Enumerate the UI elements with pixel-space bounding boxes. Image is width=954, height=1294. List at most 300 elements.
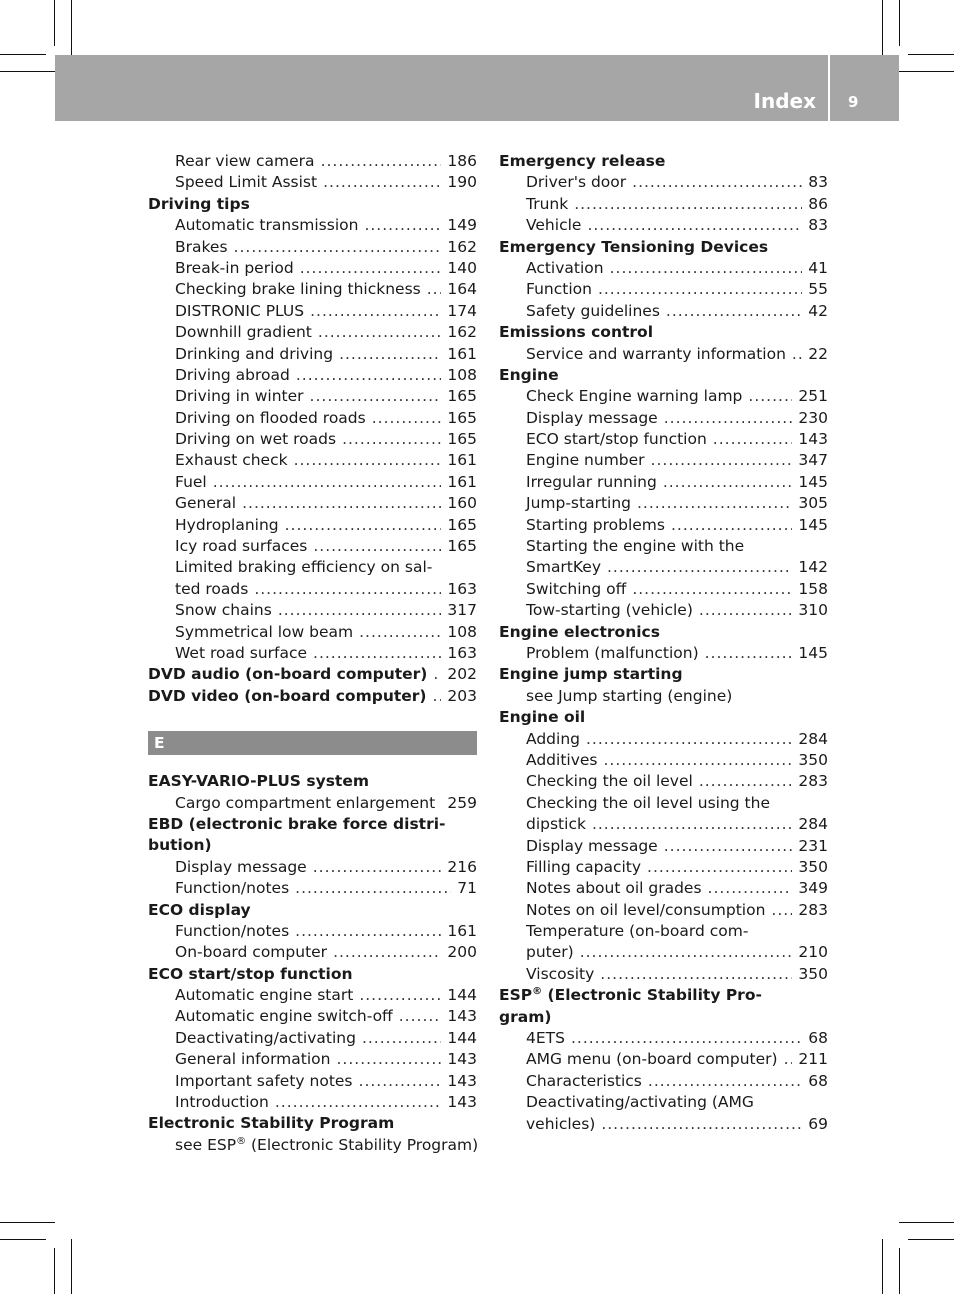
entry-label: Irregular running	[526, 472, 657, 491]
entry-text	[175, 536, 307, 557]
entry-text	[148, 814, 445, 835]
entry-label: Electronic Stability Program	[148, 1114, 395, 1133]
dot-leader	[671, 515, 792, 536]
page-reference: 144	[447, 986, 477, 1005]
page-reference: 162	[447, 323, 477, 342]
index-entry	[499, 900, 828, 921]
dot-leader	[713, 429, 793, 450]
entry-label: Introduction	[175, 1093, 269, 1112]
entry-text	[499, 322, 653, 343]
entry-text	[526, 557, 601, 578]
dot-leader	[598, 279, 802, 300]
index-entry	[499, 408, 828, 429]
entry-label: Notes on oil level/consumption	[526, 900, 766, 919]
index-entry	[148, 493, 477, 514]
index-entry	[148, 793, 477, 814]
dot-leader	[647, 857, 792, 878]
entry-label: Driving on wet roads	[175, 430, 337, 449]
entry-text	[148, 194, 250, 215]
index-entry	[499, 729, 828, 750]
entry-text	[175, 1092, 269, 1113]
entry-label: Checking brake lining thickness	[175, 280, 421, 299]
entry-text	[175, 1028, 356, 1049]
index-entry	[148, 215, 477, 236]
entry-text	[175, 857, 307, 878]
index-entry	[148, 322, 477, 343]
entry-text	[148, 1113, 394, 1134]
index-entry	[148, 942, 477, 963]
index-entry	[148, 301, 477, 322]
entry-text	[526, 686, 732, 707]
page-reference: 165	[447, 430, 477, 449]
page-reference: 41	[808, 258, 828, 277]
index-entry	[499, 493, 828, 514]
entry-text	[175, 237, 228, 258]
index-entry	[148, 1092, 477, 1113]
dot-leader	[333, 942, 441, 963]
dot-leader	[295, 921, 441, 942]
entry-label: Safety guidelines	[526, 301, 660, 320]
dot-leader	[666, 301, 802, 322]
index-entry	[148, 472, 477, 493]
entry-text	[526, 386, 742, 407]
page-reference: 174	[447, 301, 477, 320]
index-entry	[148, 1049, 477, 1070]
crop-mark	[0, 1222, 55, 1223]
page-reference: 144	[447, 1028, 477, 1047]
dot-leader	[632, 172, 802, 193]
index-entry	[499, 942, 828, 963]
index-entry	[499, 194, 828, 215]
entry-label: Driving in winter	[175, 387, 304, 406]
entry-label: Icy road surfaces	[175, 537, 308, 556]
entry-label: Switching off	[526, 579, 627, 598]
entry-label: Break-in period	[175, 258, 294, 277]
entry-text	[148, 900, 251, 921]
entry-label: Starting the engine with the	[526, 537, 745, 556]
crop-mark	[54, 1248, 55, 1294]
entry-label: Deactivating/activating (AMG	[526, 1093, 754, 1112]
entry-text	[499, 365, 559, 386]
entry-text	[175, 1071, 353, 1092]
index-entry	[499, 921, 828, 942]
entry-text	[526, 172, 626, 193]
index-entry	[499, 643, 828, 664]
crop-mark	[908, 54, 954, 55]
entry-label: General	[175, 494, 237, 513]
entry-label: AMG menu (on-board computer)	[526, 1050, 778, 1069]
entry-label: Deactivating/activating	[175, 1028, 356, 1047]
entry-label: Checking the oil level	[526, 772, 693, 791]
entry-text	[175, 215, 358, 236]
entry-label: Engine number	[526, 451, 645, 470]
page-reference: 86	[808, 194, 828, 213]
crop-mark	[0, 71, 55, 72]
dot-leader	[792, 344, 802, 365]
page-reference: 160	[447, 494, 477, 513]
dot-leader	[603, 750, 792, 771]
page-reference: 68	[808, 1029, 828, 1048]
entry-text	[175, 172, 317, 193]
entry-label: ECO start/stop function	[526, 430, 707, 449]
entry-text	[175, 793, 435, 814]
index-entry	[148, 622, 477, 643]
dot-leader	[748, 386, 792, 407]
entry-text	[526, 1114, 595, 1135]
entry-label: Filling capacity	[526, 857, 642, 876]
entry-label: gram)	[499, 1007, 552, 1026]
page-reference: 310	[798, 601, 828, 620]
index-heading	[148, 771, 477, 792]
page-reference: 350	[798, 857, 828, 876]
entry-text	[526, 900, 765, 921]
entry-label: vehicles)	[526, 1114, 596, 1133]
dot-leader	[318, 322, 442, 343]
page-reference: 317	[447, 601, 477, 620]
index-entry	[148, 878, 477, 899]
index-heading	[499, 1007, 828, 1028]
index-entry	[499, 172, 828, 193]
dot-leader	[313, 643, 441, 664]
entry-text	[526, 579, 626, 600]
dot-leader	[285, 515, 442, 536]
dot-leader	[433, 686, 442, 707]
dot-leader	[399, 1006, 442, 1027]
entry-text	[526, 472, 657, 493]
crop-mark	[71, 0, 72, 55]
index-entry	[148, 258, 477, 279]
index-entry	[148, 857, 477, 878]
dot-leader	[321, 151, 442, 172]
entry-text	[175, 258, 294, 279]
dot-leader	[296, 365, 442, 386]
page-reference: 350	[798, 750, 828, 769]
index-entry	[499, 686, 828, 707]
entry-label: Tow-starting (vehicle)	[526, 601, 693, 620]
index-entry	[148, 985, 477, 1006]
dot-leader	[610, 258, 803, 279]
entry-label: Trunk	[526, 194, 569, 213]
dot-leader	[580, 942, 793, 963]
index-entry	[499, 450, 828, 471]
index-entry	[148, 1006, 477, 1027]
dot-leader	[213, 472, 442, 493]
page-reference: 216	[447, 857, 477, 876]
index-entry	[499, 814, 828, 835]
entry-label: Display message	[526, 836, 658, 855]
index-entry	[499, 1071, 828, 1092]
entry-label: Snow chains	[175, 601, 272, 620]
entry-label: Limited braking efficiency on sal-	[175, 558, 433, 577]
index-entry	[148, 921, 477, 942]
entry-text	[526, 493, 631, 514]
page-reference: 230	[798, 408, 828, 427]
entry-label: Additives	[526, 750, 598, 769]
entry-text	[175, 985, 353, 1006]
page-reference: 165	[447, 537, 477, 556]
entry-label: Driving on flooded roads	[175, 408, 366, 427]
dot-leader	[336, 1049, 441, 1070]
crop-mark	[54, 0, 55, 46]
entry-text	[175, 301, 304, 322]
index-heading	[499, 151, 828, 172]
entry-label: Emergency Tensioning Devices	[499, 237, 769, 256]
index-entry	[499, 1092, 828, 1113]
dot-leader	[300, 258, 442, 279]
page-reference: 69	[808, 1114, 828, 1133]
crop-mark	[899, 0, 900, 46]
dot-leader	[295, 878, 451, 899]
crop-mark	[882, 1239, 883, 1294]
entry-label: Display message	[526, 408, 658, 427]
dot-leader	[771, 900, 792, 921]
page-reference: 108	[447, 365, 477, 384]
dot-leader	[699, 600, 793, 621]
entry-text	[175, 622, 353, 643]
entry-text	[526, 964, 594, 985]
entry-label: ted roads	[175, 579, 249, 598]
entry-text	[499, 622, 660, 643]
entry-label: Function	[526, 280, 592, 299]
entry-label: Driving tips	[148, 194, 250, 213]
entry-text	[175, 921, 289, 942]
entry-label: Brakes	[175, 237, 228, 256]
index-entry	[148, 172, 477, 193]
entry-label: ECO display	[148, 900, 251, 919]
entry-text	[175, 365, 290, 386]
dot-leader	[242, 493, 441, 514]
page-reference: 142	[798, 558, 828, 577]
entry-label: Exhaust check	[175, 451, 288, 470]
entry-text	[499, 1007, 551, 1028]
entry-text	[526, 878, 702, 899]
index-entry	[499, 515, 828, 536]
crop-mark	[0, 54, 46, 55]
entry-text	[526, 301, 660, 322]
index-entry	[148, 386, 477, 407]
page-reference: 140	[447, 258, 477, 277]
entry-label: DISTRONIC PLUS	[175, 301, 305, 320]
index-entry	[148, 279, 477, 300]
entry-label: Symmetrical low beam	[175, 622, 354, 641]
entry-label-suffix: (Electronic Stability Pro-	[542, 986, 762, 1005]
dot-leader	[359, 622, 441, 643]
page-reference: 55	[808, 280, 828, 299]
dot-leader	[278, 600, 442, 621]
section-letter-heading: E	[148, 731, 477, 755]
index-entry	[499, 793, 828, 814]
entry-label: dipstick	[526, 815, 586, 834]
dot-leader	[339, 344, 441, 365]
dot-leader	[342, 429, 441, 450]
entry-label: Emergency release	[499, 152, 666, 170]
entry-text	[526, 729, 580, 750]
index-entry	[499, 258, 828, 279]
entry-label: Hydroplaning	[175, 515, 279, 534]
entry-label: 4ETS	[526, 1029, 565, 1048]
entry-label: Characteristics	[526, 1071, 642, 1090]
index-entry	[499, 857, 828, 878]
entry-label: Automatic engine switch-off	[175, 1007, 393, 1026]
entry-label: Function/notes	[175, 879, 290, 898]
entry-text	[499, 707, 585, 728]
dot-leader	[359, 985, 441, 1006]
index-entry	[148, 151, 477, 172]
entry-label: DVD audio (on-board computer)	[148, 665, 428, 684]
index-entry	[499, 215, 828, 236]
entry-label: Temperature (on-board com-	[526, 922, 749, 941]
index-entry	[148, 237, 477, 258]
page-reference: 165	[447, 408, 477, 427]
index-entry	[499, 579, 828, 600]
entry-text	[526, 814, 586, 835]
dot-leader	[427, 279, 442, 300]
entry-text	[175, 942, 327, 963]
entry-label: Jump-starting	[526, 494, 631, 513]
entry-label: Emissions control	[499, 323, 654, 342]
index-entry	[499, 536, 828, 557]
entry-label: Engine jump starting	[499, 665, 683, 684]
index-heading	[499, 622, 828, 643]
index-entry	[148, 365, 477, 386]
entry-text	[526, 942, 574, 963]
index-heading	[148, 194, 477, 215]
page-reference: 284	[798, 815, 828, 834]
entry-text	[175, 1135, 478, 1156]
crop-mark	[882, 0, 883, 55]
entry-text	[526, 215, 581, 236]
page-reference: 143	[447, 1007, 477, 1026]
entry-text	[175, 472, 207, 493]
entry-label: Cargo compartment enlargement	[175, 793, 436, 812]
entry-label: DVD video (on-board computer)	[148, 686, 427, 705]
index-entry	[499, 964, 828, 985]
entry-label: Engine	[499, 365, 559, 384]
page-reference: 143	[447, 1071, 477, 1090]
page-reference: 283	[798, 772, 828, 791]
entry-text	[175, 344, 333, 365]
page-reference: 158	[798, 579, 828, 598]
crop-mark	[899, 1248, 900, 1294]
index-heading	[148, 686, 477, 707]
index-heading	[148, 964, 477, 985]
entry-text	[175, 1049, 330, 1070]
registered-mark: ®	[532, 986, 543, 998]
index-entry	[148, 450, 477, 471]
index-entry	[148, 429, 477, 450]
entry-text	[526, 536, 744, 557]
entry-label: Activation	[526, 258, 604, 277]
index-entry	[499, 600, 828, 621]
index-heading	[499, 322, 828, 343]
index-entry	[148, 579, 477, 600]
dot-leader	[705, 643, 793, 664]
entry-text	[526, 600, 693, 621]
dot-leader	[663, 472, 793, 493]
entry-label: Driver's door	[526, 173, 627, 192]
crop-mark	[71, 1239, 72, 1294]
entry-text	[499, 985, 762, 1006]
index-entry	[499, 429, 828, 450]
index-heading	[148, 664, 477, 685]
entry-text	[175, 579, 248, 600]
entry-label: puter)	[526, 943, 574, 962]
dot-leader	[607, 557, 792, 578]
index-entry	[499, 771, 828, 792]
entry-label-suffix: (Electronic Stability Program)	[246, 1135, 479, 1154]
entry-label: see Jump starting (engine)	[526, 686, 733, 705]
entry-text	[526, 1049, 778, 1070]
index-entry	[148, 600, 477, 621]
dot-leader	[632, 579, 792, 600]
dot-leader	[275, 1092, 442, 1113]
entry-label: ESP	[499, 986, 533, 1005]
index-entry	[499, 1114, 828, 1135]
page-reference: 210	[798, 943, 828, 962]
page-reference: 186	[447, 152, 477, 170]
crop-mark	[0, 1239, 46, 1240]
entry-text	[526, 515, 665, 536]
entry-text	[499, 151, 665, 172]
index-heading	[499, 664, 828, 685]
dot-leader	[708, 878, 793, 899]
index-heading	[499, 985, 828, 1006]
dot-leader	[592, 814, 792, 835]
dot-leader	[234, 237, 442, 258]
page-reference: 68	[808, 1071, 828, 1090]
entry-label: Driving abroad	[175, 365, 290, 384]
dot-leader	[637, 493, 792, 514]
entry-text	[499, 237, 768, 258]
entry-text	[175, 515, 279, 536]
header-divider	[828, 55, 830, 121]
page-reference: 165	[447, 387, 477, 406]
page-reference: 143	[447, 1093, 477, 1112]
entry-label: Fuel	[175, 472, 207, 491]
dot-leader	[359, 1071, 442, 1092]
entry-label: General information	[175, 1050, 331, 1069]
entry-label: Viscosity	[526, 964, 595, 983]
entry-label: Problem (malfunction)	[526, 643, 699, 662]
page-reference: 203	[447, 686, 477, 705]
page-reference: 42	[808, 301, 828, 320]
page-reference: 145	[798, 515, 828, 534]
page-reference: 202	[447, 665, 477, 684]
page-reference: 165	[447, 515, 477, 534]
entry-label: bution)	[148, 836, 212, 855]
dot-leader	[364, 215, 441, 236]
entry-text	[526, 857, 641, 878]
index-entry	[499, 836, 828, 857]
entry-label: Check Engine warning lamp	[526, 387, 743, 406]
page-reference: 349	[798, 879, 828, 898]
page-reference: 164	[447, 280, 477, 299]
page-reference: 161	[447, 472, 477, 491]
dot-leader	[600, 964, 792, 985]
page-reference: 108	[447, 622, 477, 641]
index-heading	[148, 835, 477, 856]
index-entry	[148, 1028, 477, 1049]
entry-label: Display message	[175, 857, 307, 876]
entry-text	[175, 151, 315, 172]
entry-label: SmartKey	[526, 558, 601, 577]
index-heading	[148, 1113, 477, 1134]
entry-text	[175, 450, 288, 471]
entry-text	[175, 279, 421, 300]
header-title: Index	[753, 89, 816, 113]
index-entry	[148, 536, 477, 557]
entry-label: Starting problems	[526, 515, 665, 534]
